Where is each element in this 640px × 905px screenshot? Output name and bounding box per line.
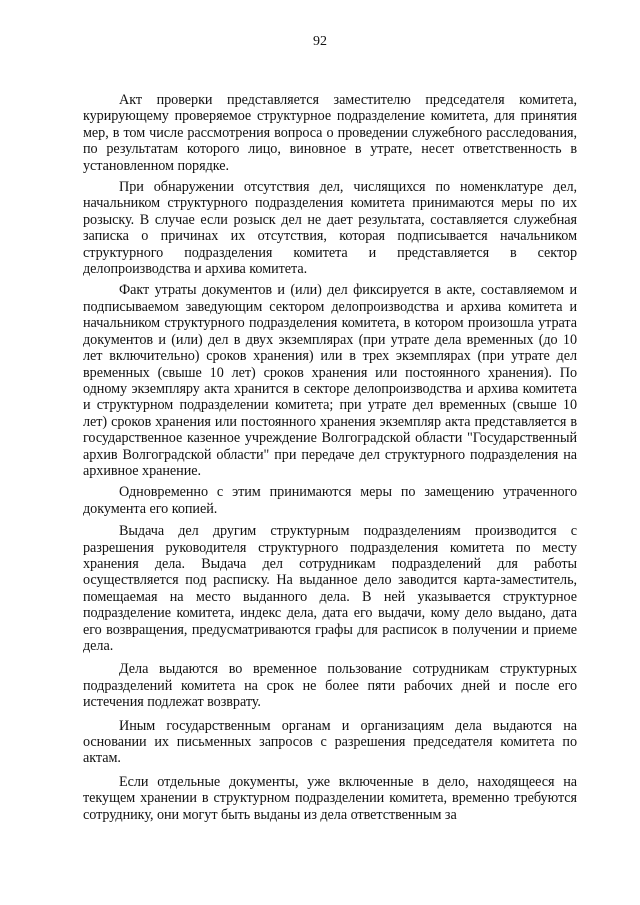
paragraph-loss-act: Факт утраты документов и (или) дел фиксируется в акте, составляемом и подписываемом заведующим сектором делопроизводства и архива комитета и начальником структурного подразделения комитета, в котором произошла утрата документов и (или) дел в двух экземплярах (при утрате дела временных (до 10 лет включительно) сроков хранения) или в трех экземплярах (при утрате дел временных (свыше 10 лет) сроков хранения или постоянного хранения). По одному экземпляру акта хранится в секторе делопроизводства и архива комитета и структурном подразделении комитета; при утрате дел временных (свыше 10 лет) сроков хранения или постоянного хранения экземпляр акта представляется в государственное казенное учреждение Волгоградской области "Государственный архив Волгоградской области" при передаче дел структурного подразделения на архивное хранение. [83, 282, 577, 479]
paragraph-inspection-act: Акт проверки представляется заместителю председателя комитета, курирующему проверяемое структурное подразделение комитета, для принятия мер, в том числе рассмотрения вопроса о проведении служебного расследования, по результатам которого лицо, виновное в утрате, несет ответственность в установленном порядке. [83, 92, 577, 174]
paragraph-temporary-use: Дела выдаются во временное пользование сотрудникам структурных подразделений комитета на срок не более пяти рабочих дней и после его истечения подлежат возврату. [83, 661, 577, 711]
paragraph-individual-documents: Если отдельные документы, уже включенные в дело, находящееся на текущем хранении в структурном подразделении комитета, временно требуются сотруднику, они могут быть выданы из дела ответственным за [83, 773, 577, 823]
paragraph-copy-replacement: Одновременно с этим принимаются меры по замещению утраченного документа его копией. [83, 484, 577, 517]
paragraph-external-requests: Иным государственным органам и организациям дела выдаются на основании их письменных запросов с разрешения председателя комитета по актам. [83, 717, 577, 767]
paragraph-file-issuance: Выдача дел другим структурным подразделениям производится с разрешения руководителя структурного подразделения комитета по месту хранения дела. Выдача дел сотрудникам подразделений для работы осуществляется под расписку. На выданное дело заводится карта-заместитель, помещаемая на место выданного дела. В ней указывается структурное подразделение комитета, индекс дела, дата его выдачи, кому дело выдано, дата его возвращения, предусматриваются графы для расписок в получении и приеме дела. [83, 523, 577, 654]
paragraph-missing-files-search: При обнаружении отсутствия дел, числящихся по номенклатуре дел, начальником структурного подразделения комитета принимаются меры по их розыску. В случае если розыск дел не дает результата, составляется служебная записка о причинах их отсутствия, которая подписывается начальником структурного подразделения комитета и представляется в сектор делопроизводства и архива комитета. [83, 179, 577, 278]
page-number: 92 [313, 34, 327, 49]
document-body [83, 92, 577, 830]
